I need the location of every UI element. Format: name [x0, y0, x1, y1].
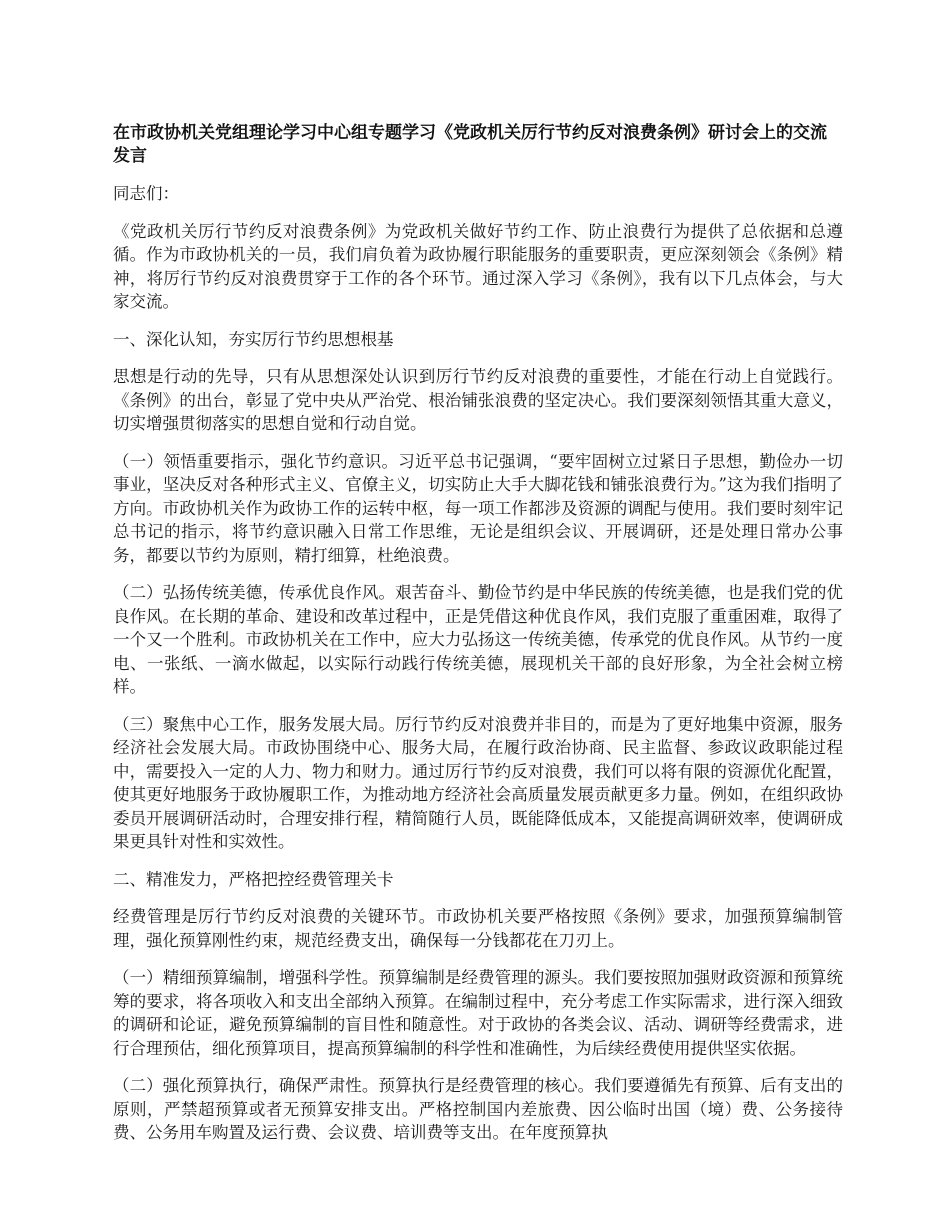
- intro-paragraph: 《党政机关厉行节约反对浪费条例》为党政机关做好节约工作、防止浪费行为提供了总依据和总遵循。作为市政协机关的一员，我们肩负着为政协履行职能服务的重要职责，更应深刻领会《条例》精神，将厉行节约反对浪费贯穿于工作的各个环节。通过深入学习《条例》，我有以下几点体会，与大家交流。: [113, 221, 843, 311]
- document-page: [113, 122, 843, 1159]
- section-2-paragraph-2: （二）强化预算执行，确保严肃性。预算执行是经费管理的核心。我们要遵循先有预算、后有支出的原则，严禁超预算或者无预算安排支出。严格控制国内差旅费、因公临时出国（境）费、公务接待费、公务用车购置及运行费、会议费、培训费等支出。在年度预算执: [113, 1076, 843, 1142]
- section-2-lead: 经费管理是厉行节约反对浪费的关键环节。市政协机关要严格按照《条例》要求，加强预算编制管理，强化预算刚性约束，规范经费支出，确保每一分钱都花在刀刃上。: [113, 907, 843, 950]
- section-2-heading: 二、精准发力，严格把控经费管理关卡: [113, 869, 394, 889]
- section-1-paragraph-1: （一）领悟重要指示，强化节约意识。习近平总书记强调，“要牢固树立过紧日子思想，勤俭办一切事业，坚决反对各种形式主义、官僚主义，切实防止大手大脚花钱和铺张浪费行为。”这为我们指明了方向。市政协机关作为政协工作的运转中枢，每一项工作都涉及资源的调配与使用。我们要时刻牢记总书记的指示，将节约意识融入日常工作思维，无论是组织会议、开展调研，还是处理日常办公事务，都要以节约为原则，精打细算，杜绝浪费。: [113, 451, 843, 565]
- section-1-lead: 思想是行动的先导，只有从思想深处认识到厉行节约反对浪费的重要性，才能在行动上自觉践行。《条例》的出台，彰显了党中央从严治党、根治铺张浪费的坚定决心。我们要深刻领悟其重大意义，切实增强贯彻落实的思想自觉和行动自觉。: [113, 367, 843, 433]
- section-1-paragraph-3: （三）聚焦中心工作，服务发展大局。厉行节约反对浪费并非目的，而是为了更好地集中资源，服务经济社会发展大局。市政协围绕中心、服务大局，在履行政治协商、民主监督、参政议政职能过程中，需要投入一定的人力、物力和财力。通过厉行节约反对浪费，我们可以将有限的资源优化配置，使其更好地服务于政协履职工作，为推动地方经济社会高质量发展贡献更多力量。例如，在组织政协委员开展调研活动时，合理安排行程，精简随行人员，既能降低成本，又能提高调研效率，使调研成果更具针对性和实效性。: [113, 714, 843, 851]
- section-1-paragraph-2: （二）弘扬传统美德，传承优良作风。艰苦奋斗、勤俭节约是中华民族的传统美德，也是我们党的优良作风。在长期的革命、建设和改革过程中，正是凭借这种优良作风，我们克服了重重困难，取得了一个又一个胜利。市政协机关在工作中，应大力弘扬这一传统美德，传承党的优良作风。从节约一度电、一张纸、一滴水做起，以实际行动践行传统美德，展现机关干部的良好形象，为全社会树立榜样。: [113, 583, 843, 696]
- section-2-paragraph-1: （一）精细预算编制，增强科学性。预算编制是经费管理的源头。我们要按照加强财政资源和预算统筹的要求，将各项收入和支出全部纳入预算。在编制过程中，充分考虑工作实际需求，进行深入细致的调研和论证，避免预算编制的盲目性和随意性。对于政协的各类会议、活动、调研等经费需求，进行合理预估，细化预算项目，提高预算编制的科学性和准确性，为后续经费使用提供坚实依据。: [113, 968, 843, 1058]
- section-1-heading: 一、深化认知，夯实厉行节约思想根基: [113, 329, 394, 349]
- document-title: 在市政协机关党组理论学习中心组专题学习《党政机关厉行节约反对浪费条例》研讨会上的交流发言: [113, 123, 827, 166]
- greeting: 同志们：: [113, 184, 179, 203]
